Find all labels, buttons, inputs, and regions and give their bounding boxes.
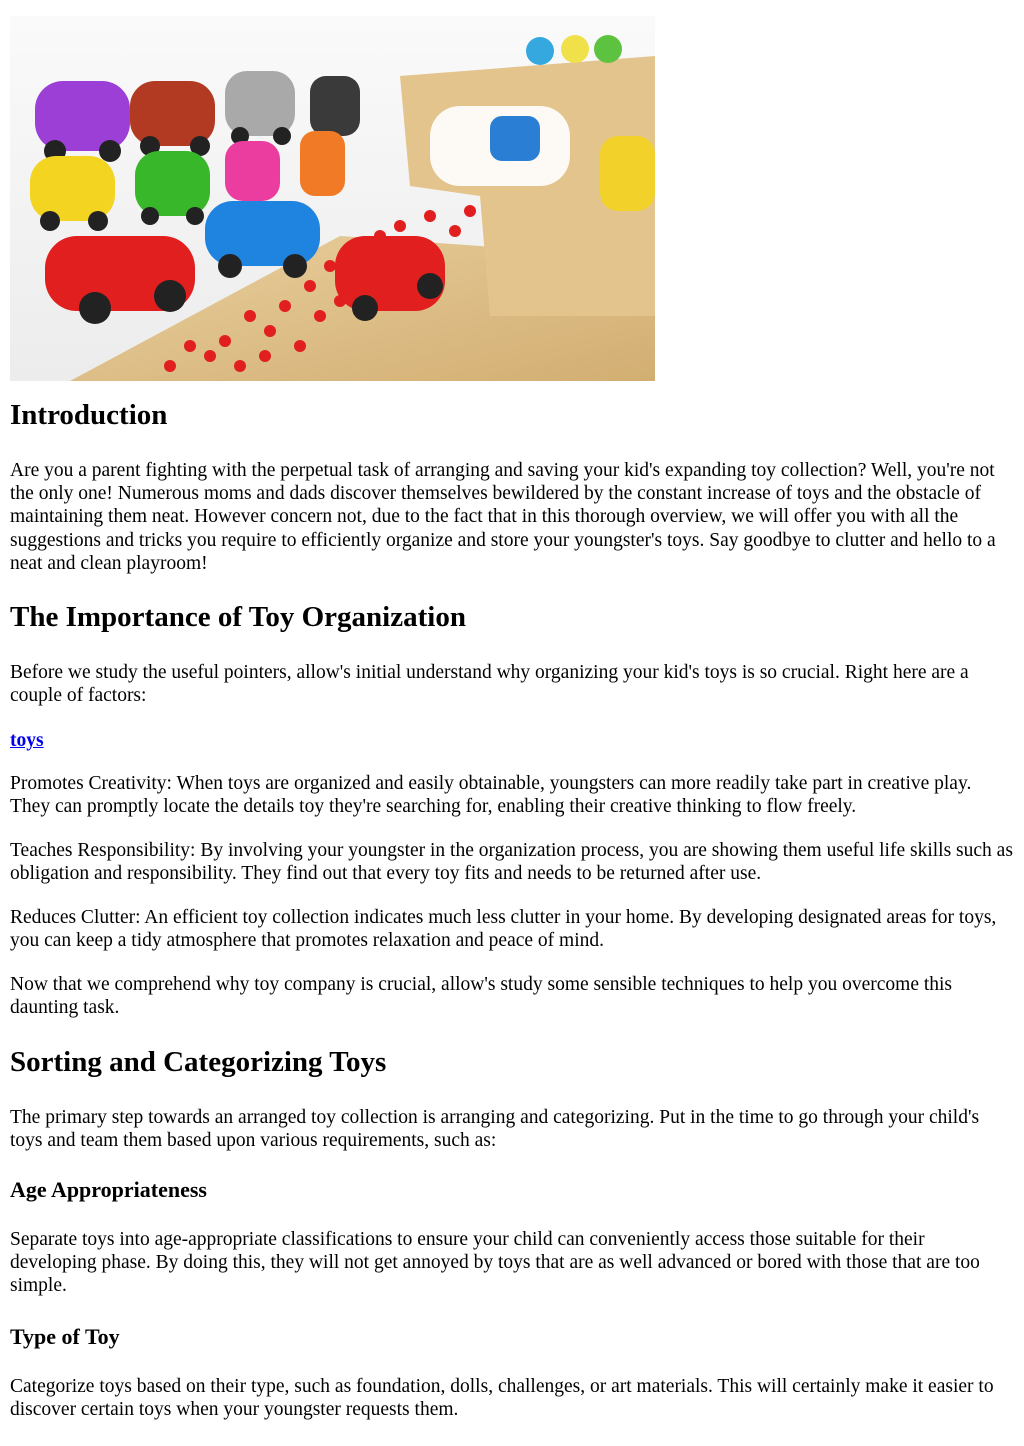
intro-heading: Introduction <box>10 399 168 431</box>
toy-cars-illustration <box>10 16 655 381</box>
toys-link[interactable]: toys <box>10 730 44 751</box>
clutter-paragraph: Reduces Clutter: An efficient toy collection indicates much less clutter in your home. By developing designated areas for toys, you can keep a tidy atmosphere that promotes relaxation and peace of mind. <box>10 907 997 952</box>
importance-paragraph: Before we study the useful pointers, allow's initial understand why organizing your kid's toys is so crucial. Right here are a couple of factors: <box>10 662 969 707</box>
type-paragraph: Categorize toys based on their type, such as foundation, dolls, challenges, or art materials. This will certainly make it easier to discover certain toys when your youngster requests them. <box>10 1376 994 1421</box>
importance-heading: The Importance of Toy Organization <box>10 601 466 633</box>
sorting-paragraph: The primary step towards an arranged toy collection is arranging and categorizing. Put in the time to go through your child's toys and team them based upon various requirements, such as: <box>10 1107 980 1152</box>
type-heading: Type of Toy <box>10 1324 120 1349</box>
responsibility-paragraph: Teaches Responsibility: By involving your youngster in the organization process, you are showing them useful life skills such as obligation and responsibility. They find out that every toy fits and needs to be returned after use. <box>10 840 1013 885</box>
creativity-paragraph: Promotes Creativity: When toys are organized and easily obtainable, youngsters can more readily take part in creative play. They can promptly locate the details toy they're searching for, enabling their creative thinking to flow freely. <box>10 773 972 818</box>
age-heading: Age Appropriateness <box>10 1177 207 1202</box>
now-paragraph: Now that we comprehend why toy company is crucial, allow's study some sensible techniques to help you overcome this daunting task. <box>10 974 953 1019</box>
sorting-heading: Sorting and Categorizing Toys <box>10 1046 387 1078</box>
toys-link-paragraph <box>10 729 1014 752</box>
hero-image <box>10 16 655 381</box>
age-paragraph: Separate toys into age-appropriate classifications to ensure your child can conveniently access those suitable for their developing phase. By doing this, they will not get annoyed by toys that are as well advanced or bored with those that are too simple. <box>10 1229 980 1297</box>
intro-paragraph: Are you a parent fighting with the perpetual task of arranging and saving your kid's expanding toy collection? Well, you're not the only one! Numerous moms and dads discover themselves bewildered by the constant increase of toys and the obstacle of maintaining them neat. However concern not, due to the fact that in this thorough overview, we will offer you with all the suggestions and tricks you require to efficiently organize and store your youngster's toys. Say goodbye to clutter and hello to a neat and clean playroom! <box>10 460 996 574</box>
